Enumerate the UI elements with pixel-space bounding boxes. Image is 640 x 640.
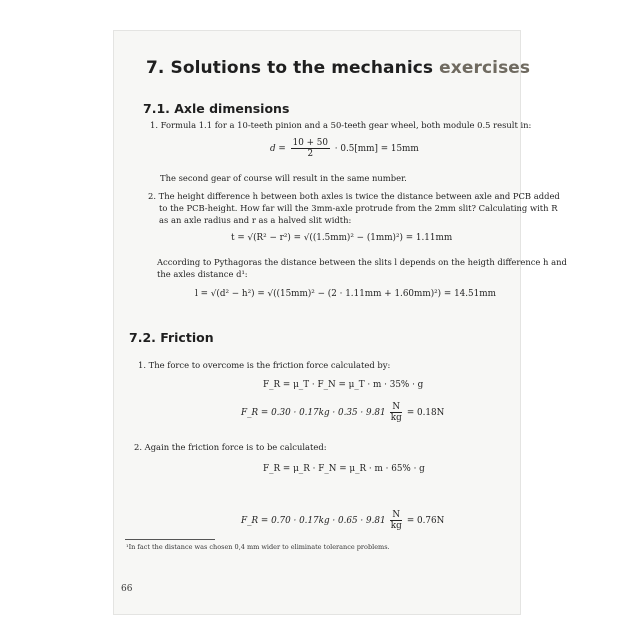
eq-fr2-numerator: N bbox=[392, 510, 401, 520]
eq-d-lhs: d = bbox=[270, 144, 286, 154]
eq-d-rhs: · 0.5[mm] = 15mm bbox=[334, 144, 419, 154]
axle-item2-para2: the axles distance d¹: bbox=[157, 269, 248, 279]
chapter-title-main: 7. Solutions to the mechanics bbox=[146, 58, 440, 78]
axle-item2-line2: to the PCB-height. How far will the 3mm-axle protrude from the 2mm slit? Calculating with R bbox=[159, 203, 558, 213]
axle-item2-line1: 2. The height difference h between both axles is twice the distance between axle and PCB added bbox=[148, 191, 560, 201]
axle-item2-line3: as an axle radius and r as a halved slit width: bbox=[159, 215, 352, 225]
friction-equation-fr1: F_R = μ_T · F_N = μ_T · m · 35% · g bbox=[263, 380, 424, 390]
eq-fr1-lhs: F_R = 0.30 · 0.17kg · 0.35 · 9.81 bbox=[241, 408, 386, 418]
section-title-axle: 7.1. Axle dimensions bbox=[143, 101, 290, 116]
eq-fr2-fraction bbox=[390, 510, 402, 531]
axle-item1-text: 1. Formula 1.1 for a 10-teeth pinion and a 50-teeth gear wheel, both module 0.5 result in: bbox=[150, 120, 532, 130]
chapter-title bbox=[146, 58, 530, 78]
friction-item1-text: 1. The force to overcome is the friction force calculated by: bbox=[138, 360, 391, 370]
eq-d-fraction bbox=[291, 138, 330, 159]
eq-fr1-numerator: N bbox=[392, 402, 401, 412]
section-title-friction: 7.2. Friction bbox=[129, 330, 214, 345]
eq-fr2-denominator: kg bbox=[390, 521, 402, 531]
axle-equation-t: t = √(R² − r²) = √((1.5mm)² − (1mm)²) = 1.11mm bbox=[231, 233, 453, 243]
footnote: ¹In fact the distance was chosen 0,4 mm wider to eliminate tolerance problems. bbox=[126, 543, 390, 551]
eq-fr2-rhs: = 0.76N bbox=[406, 516, 445, 526]
axle-item1-after: The second gear of course will result in the same number. bbox=[160, 173, 407, 183]
axle-item2-para1: According to Pythagoras the distance between the slits l depends on the heigth difference h and bbox=[157, 257, 567, 267]
footnote-rule bbox=[125, 539, 215, 540]
page-number: 66 bbox=[121, 584, 133, 594]
axle-equation-l: l = √(d² − h²) = √((15mm)² − (2 · 1.11mm + 1.60mm)²) = 14.51mm bbox=[195, 289, 496, 299]
eq-d-numerator: 10 + 50 bbox=[292, 138, 328, 148]
chapter-title-highlight: exercises bbox=[439, 58, 531, 78]
friction-equation-fr2-value bbox=[241, 510, 444, 531]
eq-fr1-fraction bbox=[390, 402, 402, 423]
eq-fr1-denominator: kg bbox=[390, 413, 402, 423]
book-page bbox=[113, 30, 567, 615]
axle-equation-d bbox=[270, 138, 419, 159]
eq-d-denominator: 2 bbox=[307, 149, 314, 159]
friction-item2-text: 2. Again the friction force is to be calculated: bbox=[134, 442, 327, 452]
friction-equation-fr1-value bbox=[241, 402, 444, 423]
eq-fr1-rhs: = 0.18N bbox=[406, 408, 445, 418]
friction-equation-fr2: F_R = μ_R · F_N = μ_R · m · 65% · g bbox=[263, 464, 425, 474]
eq-fr2-lhs: F_R = 0.70 · 0.17kg · 0.65 · 9.81 bbox=[241, 516, 386, 526]
